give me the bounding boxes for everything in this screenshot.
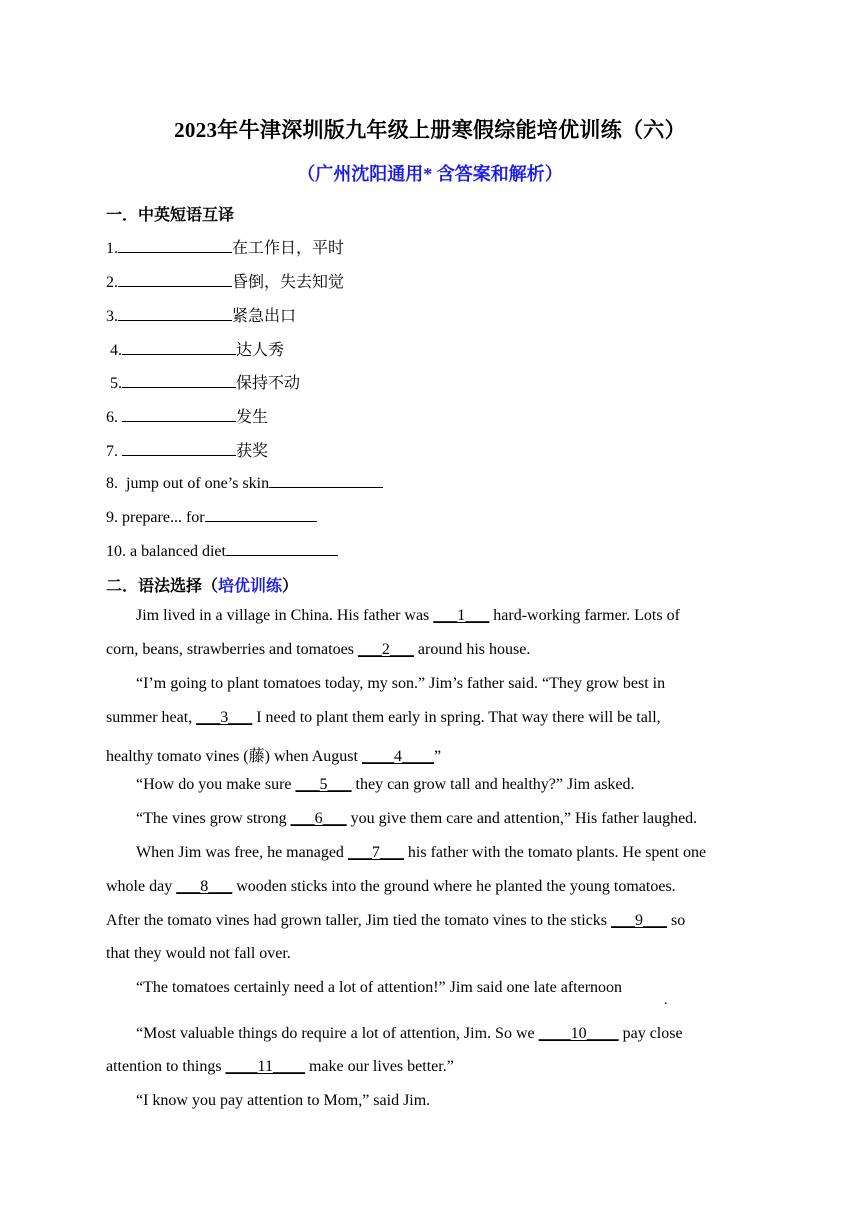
section-2-heading-highlight: 培优训练 — [218, 578, 283, 595]
phrase-item-5 — [106, 370, 300, 393]
passage-line: “I know you pay attention to Mom,” said Jim. — [136, 1092, 431, 1109]
blank-4: ____4____ — [361, 748, 434, 765]
item-text: 昏倒，失去知觉 — [232, 274, 345, 291]
item-number: 2. — [106, 274, 118, 291]
answer-blank — [226, 540, 338, 556]
blank-2: ___2___ — [357, 641, 414, 658]
stray-period: . — [664, 993, 668, 1008]
phrase-item-7 — [106, 438, 268, 461]
blank-8: ___8___ — [176, 878, 233, 895]
passage-line: summer heat, ___3___ I need to plant them early in spring. That way there will be tall, — [106, 709, 661, 726]
item-number: 5. — [106, 375, 122, 392]
passage-line: corn, beans, strawberries and tomatoes ___2___ around his house. — [106, 641, 531, 658]
item-number: 8. jump out of one’s skin — [106, 475, 270, 492]
section-1-heading: 一．中英短语互译 — [106, 207, 235, 224]
passage-line: “The vines grow strong ___6___ you give them care and attention,” His father laughed. — [136, 810, 698, 827]
answer-blank — [122, 440, 236, 456]
phrase-item-1 — [106, 235, 344, 258]
item-number: 9. prepare... for — [106, 509, 205, 526]
answer-blank — [118, 305, 232, 321]
answer-blank — [205, 506, 317, 522]
passage-line: “Most valuable things do require a lot of attention, Jim. So we ____10____ pay close — [136, 1025, 683, 1042]
item-text: 紧急出口 — [232, 308, 297, 325]
passage-line: After the tomato vines had grown taller, Jim tied the tomato vines to the sticks ___9___ so — [106, 912, 686, 929]
passage-line: healthy tomato vines (藤) when August ____4____” — [106, 748, 442, 765]
passage-line: When Jim was free, he managed ___7___ his father with the tomato plants. He spent one — [136, 844, 707, 861]
passage-line: that they would not fall over. — [106, 945, 291, 962]
item-text: 在工作日，平时 — [232, 240, 345, 257]
answer-blank — [118, 271, 232, 287]
passage-line: whole day ___8___ wooden sticks into the ground where he planted the young tomatoes. — [106, 878, 676, 895]
item-text: 发生 — [236, 409, 269, 426]
answer-blank — [122, 406, 236, 422]
section-2-heading: 二．语法选择（培优训练） — [106, 578, 299, 595]
blank-7: ___7___ — [347, 844, 404, 861]
item-text: 获奖 — [236, 443, 269, 460]
blank-3: ___3___ — [196, 709, 253, 726]
blank-1: ___1___ — [433, 607, 490, 624]
phrase-item-3 — [106, 303, 296, 326]
phrase-item-9 — [106, 506, 317, 527]
phrase-item-8 — [106, 472, 383, 493]
passage-line: “I’m going to plant tomatoes today, my son.” Jim’s father said. “They grow best in — [136, 675, 666, 692]
answer-blank — [122, 372, 236, 388]
item-number: 10. a balanced diet — [106, 543, 226, 560]
item-number: 4. — [106, 342, 122, 359]
passage-line: “The tomatoes certainly need a lot of attention!” Jim said one late afternoon — [136, 979, 623, 996]
item-text: 保持不动 — [236, 375, 301, 392]
blank-5: ___5___ — [295, 776, 352, 793]
passage-line: “How do you make sure ___5___ they can grow tall and healthy?” Jim asked. — [136, 776, 635, 793]
phrase-item-4 — [106, 337, 284, 360]
item-number: 3. — [106, 308, 118, 325]
blank-10: ____10____ — [538, 1025, 619, 1042]
passage-line: attention to things ____11____ make our lives better.” — [106, 1058, 454, 1075]
answer-blank — [118, 237, 232, 253]
phrase-item-6 — [106, 404, 268, 427]
answer-blank — [269, 472, 383, 488]
page-subtitle: （广州沈阳通用* 含答案和解析） — [297, 164, 563, 184]
phrase-item-10 — [106, 540, 338, 561]
item-text: 达人秀 — [236, 342, 285, 359]
blank-9: ___9___ — [611, 912, 668, 929]
page-title: 2023年牛津深圳版九年级上册寒假综能培优训练（六） — [174, 118, 686, 142]
item-number: 7. — [106, 443, 122, 460]
blank-6: ___6___ — [290, 810, 347, 827]
phrase-item-2 — [106, 269, 344, 292]
item-number: 1. — [106, 240, 118, 257]
blank-11: ____11____ — [225, 1058, 305, 1075]
item-number: 6. — [106, 409, 122, 426]
answer-blank — [122, 339, 236, 355]
passage-line: Jim lived in a village in China. His father was ___1___ hard-working farmer. Lots of — [136, 607, 680, 624]
